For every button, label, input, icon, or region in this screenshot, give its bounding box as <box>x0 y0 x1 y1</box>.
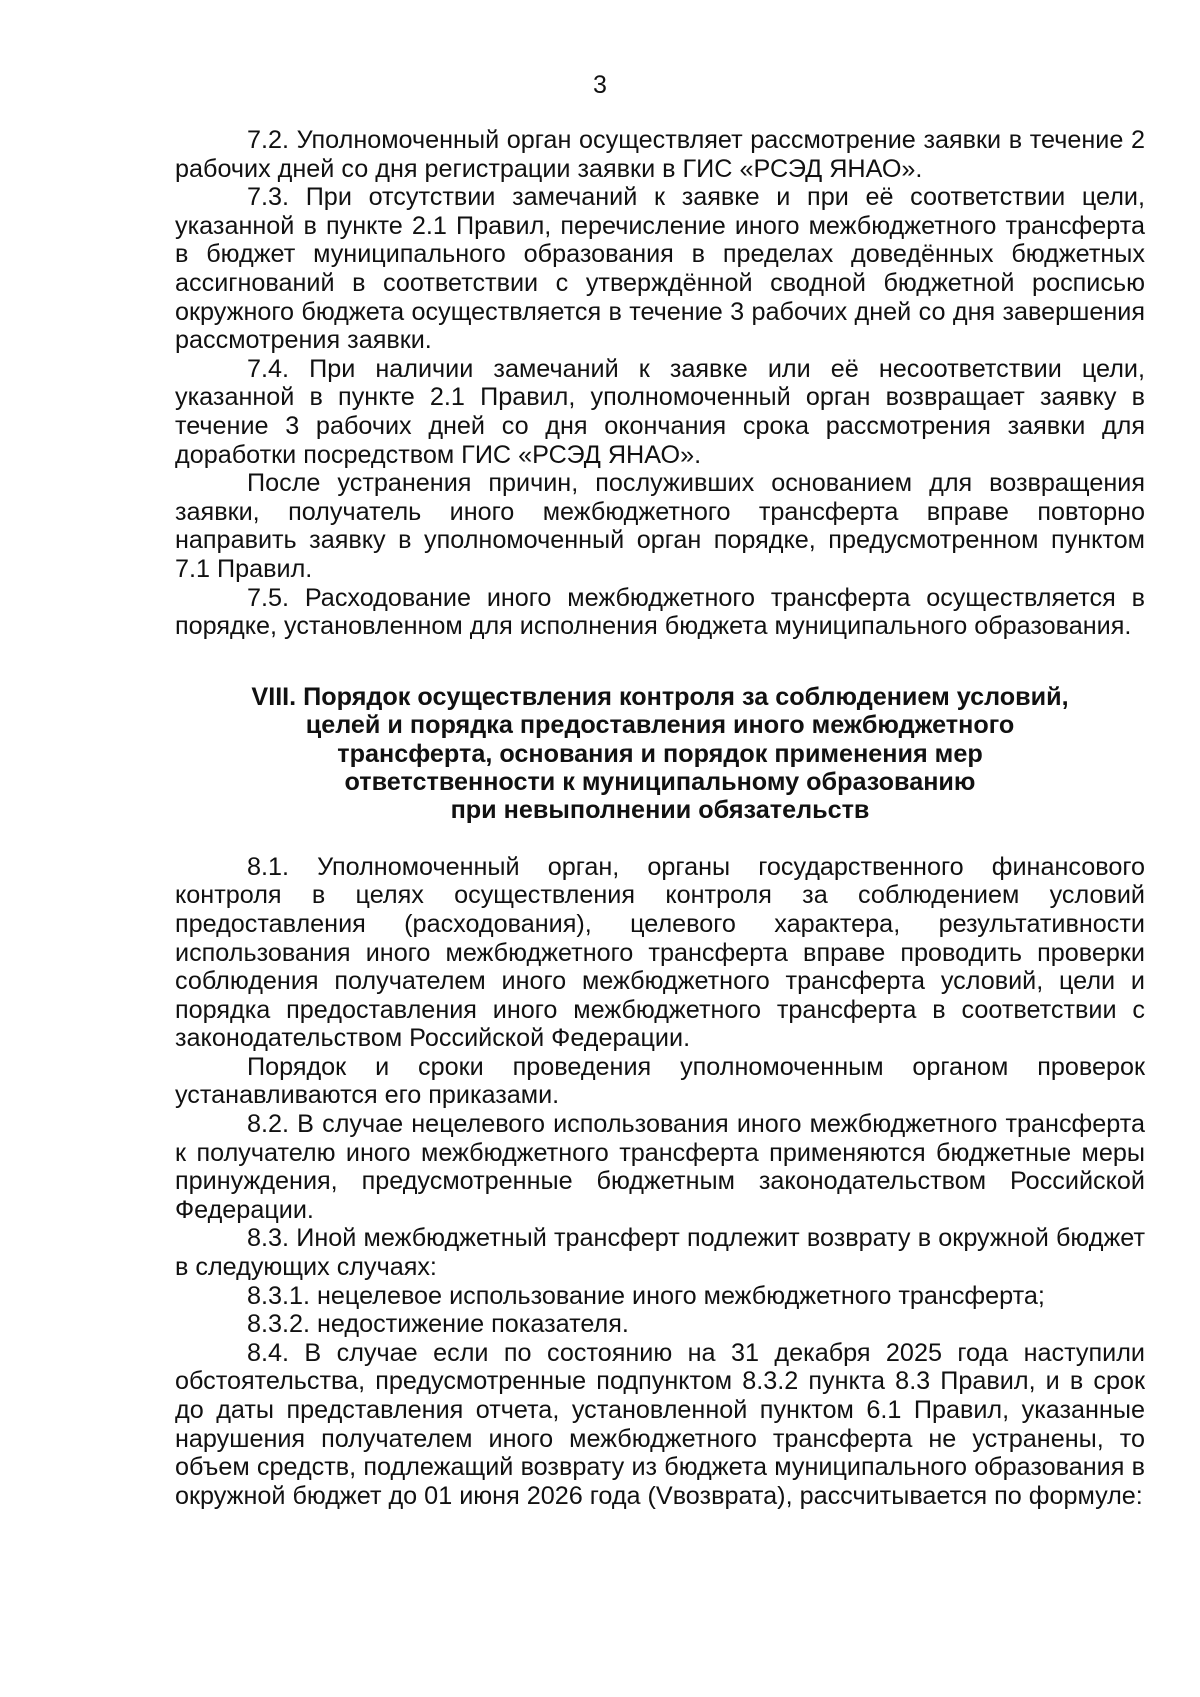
section-heading-line: трансферта, основания и порядок применения мер <box>337 739 983 768</box>
paragraph-7-4-continuation: После устранения причин, послуживших основанием для возвращения заявки, получатель иного межбюджетного трансферта вправе повторно направить заявку в уполномоченный орган порядке, предусмотренном пунктом 7.1 Правил. <box>175 469 1145 583</box>
paragraph-7-3: 7.3. При отсутствии замечаний к заявке и при её соответствии цели, указанной в пункте 2.1 Правил, перечисление иного межбюджетного трансферта в бюджет муниципального образования в пределах доведённых бюджетных ассигнований в соответствии с утверждённой сводной бюджетной росписью окружного бюджета осуществляется в течение 3 рабочих дней со дня завершения рассмотрения заявки. <box>175 183 1145 355</box>
paragraph-8-3-1: 8.3.1. нецелевое использование иного межбюджетного трансферта; <box>247 1281 1045 1310</box>
document-body <box>175 126 1145 1510</box>
section-heading-line: целей и порядка предоставления иного межбюджетного <box>305 711 1015 740</box>
paragraph-8-3: 8.3. Иной межбюджетный трансферт подлежит возврату в окружной бюджет в следующих случаях: <box>175 1224 1145 1282</box>
page-number: 3 <box>593 71 607 99</box>
paragraph-7-4: 7.4. При наличии замечаний к заявке или её несоответствии цели, указанной в пункте 2.1 Правил, уполномоченный орган возвращает заявку в течение 3 рабочих дней со дня окончания срока рассмотрения заявки для доработки посредством ГИС «РСЭД ЯНАО». <box>175 354 1145 469</box>
paragraph-8-1-continuation: Порядок и сроки проведения уполномоченным органом проверок устанавливаются его приказами. <box>175 1052 1145 1110</box>
paragraph-8-2: 8.2. В случае нецелевого использования иного межбюджетного трансферта к получателю иного межбюджетного трансферта применяются бюджетные меры принуждения, предусмотренные бюджетным законодательством Российской Федерации. <box>175 1110 1145 1224</box>
section-heading-line: при невыполнении обязательств <box>450 796 870 825</box>
paragraph-7-2: 7.2. Уполномоченный орган осуществляет рассмотрение заявки в течение 2 рабочих дней со дня регистрации заявки в ГИС «РСЭД ЯНАО». <box>175 126 1145 183</box>
paragraph-8-1: 8.1. Уполномоченный орган, органы государственного финансового контроля в целях осуществления контроля за соблюдением условий предоставления (расходования), целевого характера, результативности использования иного межбюджетного трансферта вправе проводить проверки соблюдения получателем иного межбюджетного трансферта условий, цели и порядка предоставления иного межбюджетного трансферта в соответствии с законодательством Российской Федерации. <box>175 852 1145 1053</box>
paragraph-8-4: 8.4. В случае если по состоянию на 31 декабря 2025 года наступили обстоятельства, предусмотренные подпунктом 8.3.2 пункта 8.3 Правил, и в срок до даты представления отчета, установленной пунктом 6.1 Правил, указанные нарушения получателем иного межбюджетного трансферта не устранены, то объем средств, подлежащий возврату из бюджета муниципального образования в окружной бюджет до 01 июня 2026 года (Vвозврата), рассчитывается по формуле: <box>175 1338 1145 1510</box>
section-heading-line: VIII. Порядок осуществления контроля за соблюдением условий, <box>251 682 1069 711</box>
paragraph-7-5: 7.5. Расходование иного межбюджетного трансферта осуществляется в порядке, установленном для исполнения бюджета муниципального образования. <box>175 583 1145 641</box>
section-heading-line: ответственности к муниципальному образованию <box>344 767 976 796</box>
section-heading-viii <box>175 683 1145 825</box>
paragraph-8-3-2: 8.3.2. недостижение показателя. <box>247 1310 629 1339</box>
